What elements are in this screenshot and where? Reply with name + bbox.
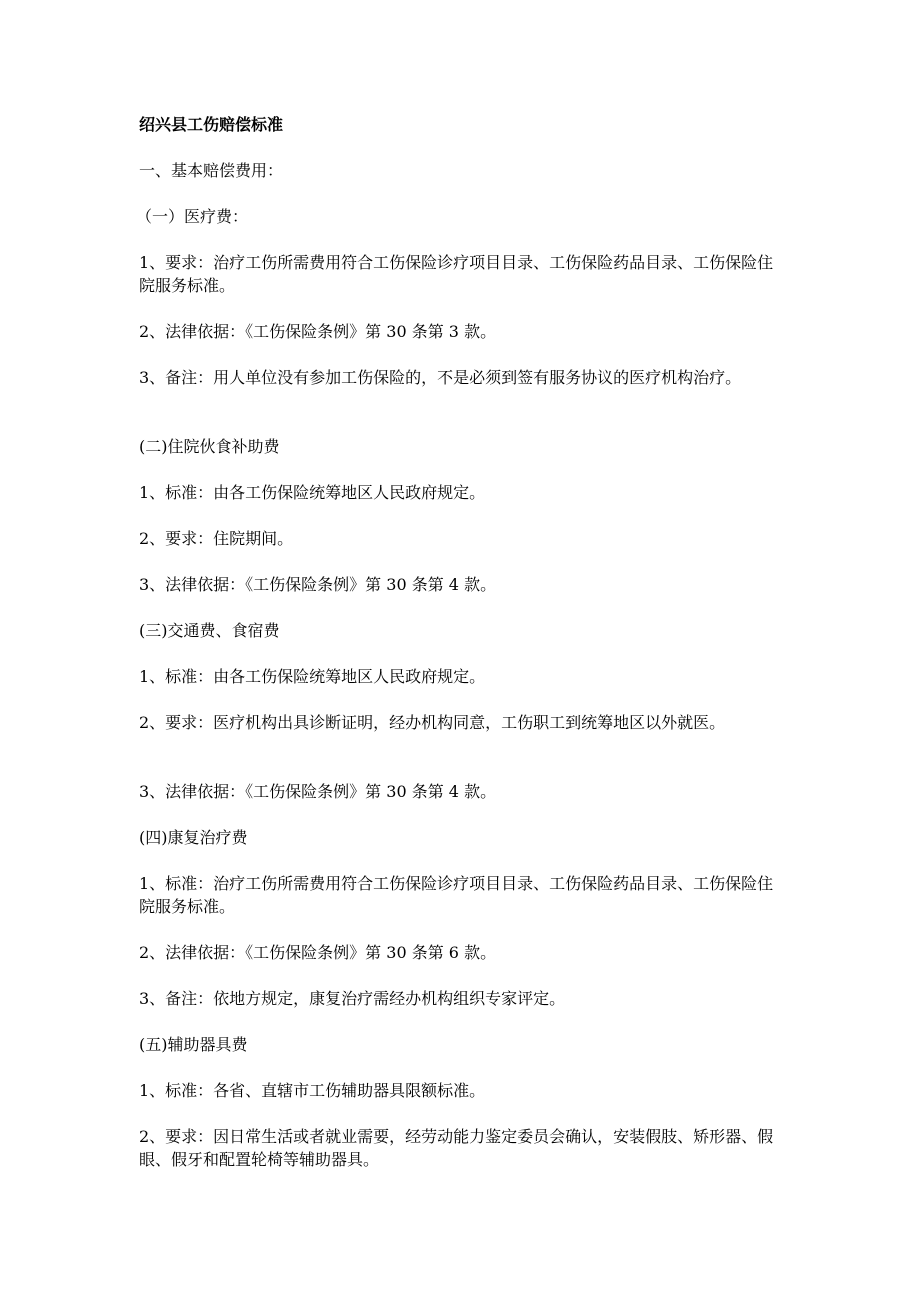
- paragraph: 1、标准：由各工伤保险统筹地区人民政府规定。: [139, 483, 486, 502]
- paragraph: 3、备注：用人单位没有参加工伤保险的，不是必须到签有服务协议的医疗机构治疗。: [139, 368, 742, 387]
- paragraph: 1、标准：由各工伤保险统筹地区人民政府规定。: [139, 667, 486, 686]
- subsection-heading: (四)康复治疗费: [139, 828, 248, 847]
- subsection-heading: (三)交通费、食宿费: [139, 621, 280, 640]
- paragraph: 3、法律依据：《工伤保险条例》第 30 条第 4 款。: [139, 782, 497, 801]
- paragraph: 2、要求：因日常生活或者就业需要，经劳动能力鉴定委员会确认，安装假肢、矫形器、假眼、假牙和配置轮椅等辅助器具。: [139, 1127, 774, 1169]
- document-title: 绍兴县工伤赔偿标准: [139, 115, 284, 134]
- paragraph: 1、要求：治疗工伤所需费用符合工伤保险诊疗项目目录、工伤保险药品目录、工伤保险住院服务标准。: [139, 253, 774, 295]
- subsection-heading: （一）医疗费：: [136, 207, 249, 226]
- section-heading: 一、基本赔偿费用：: [139, 161, 284, 180]
- paragraph: 2、要求：医疗机构出具诊断证明，经办机构同意，工伤职工到统筹地区以外就医。: [139, 713, 726, 732]
- subsection-heading: (五)辅助器具费: [139, 1035, 248, 1054]
- paragraph: 2、法律依据：《工伤保险条例》第 30 条第 3 款。: [139, 322, 497, 341]
- paragraph: 3、备注：依地方规定，康复治疗需经办机构组织专家评定。: [139, 989, 566, 1008]
- paragraph: 1、标准：治疗工伤所需费用符合工伤保险诊疗项目目录、工伤保险药品目录、工伤保险住院服务标准。: [139, 874, 774, 916]
- paragraph: 1、标准：各省、直辖市工伤辅助器具限额标准。: [139, 1081, 486, 1100]
- paragraph: 2、要求：住院期间。: [139, 529, 294, 548]
- paragraph: 2、法律依据：《工伤保险条例》第 30 条第 6 款。: [139, 943, 497, 962]
- subsection-heading: (二)住院伙食补助费: [139, 437, 280, 456]
- paragraph: 3、法律依据：《工伤保险条例》第 30 条第 4 款。: [139, 575, 497, 594]
